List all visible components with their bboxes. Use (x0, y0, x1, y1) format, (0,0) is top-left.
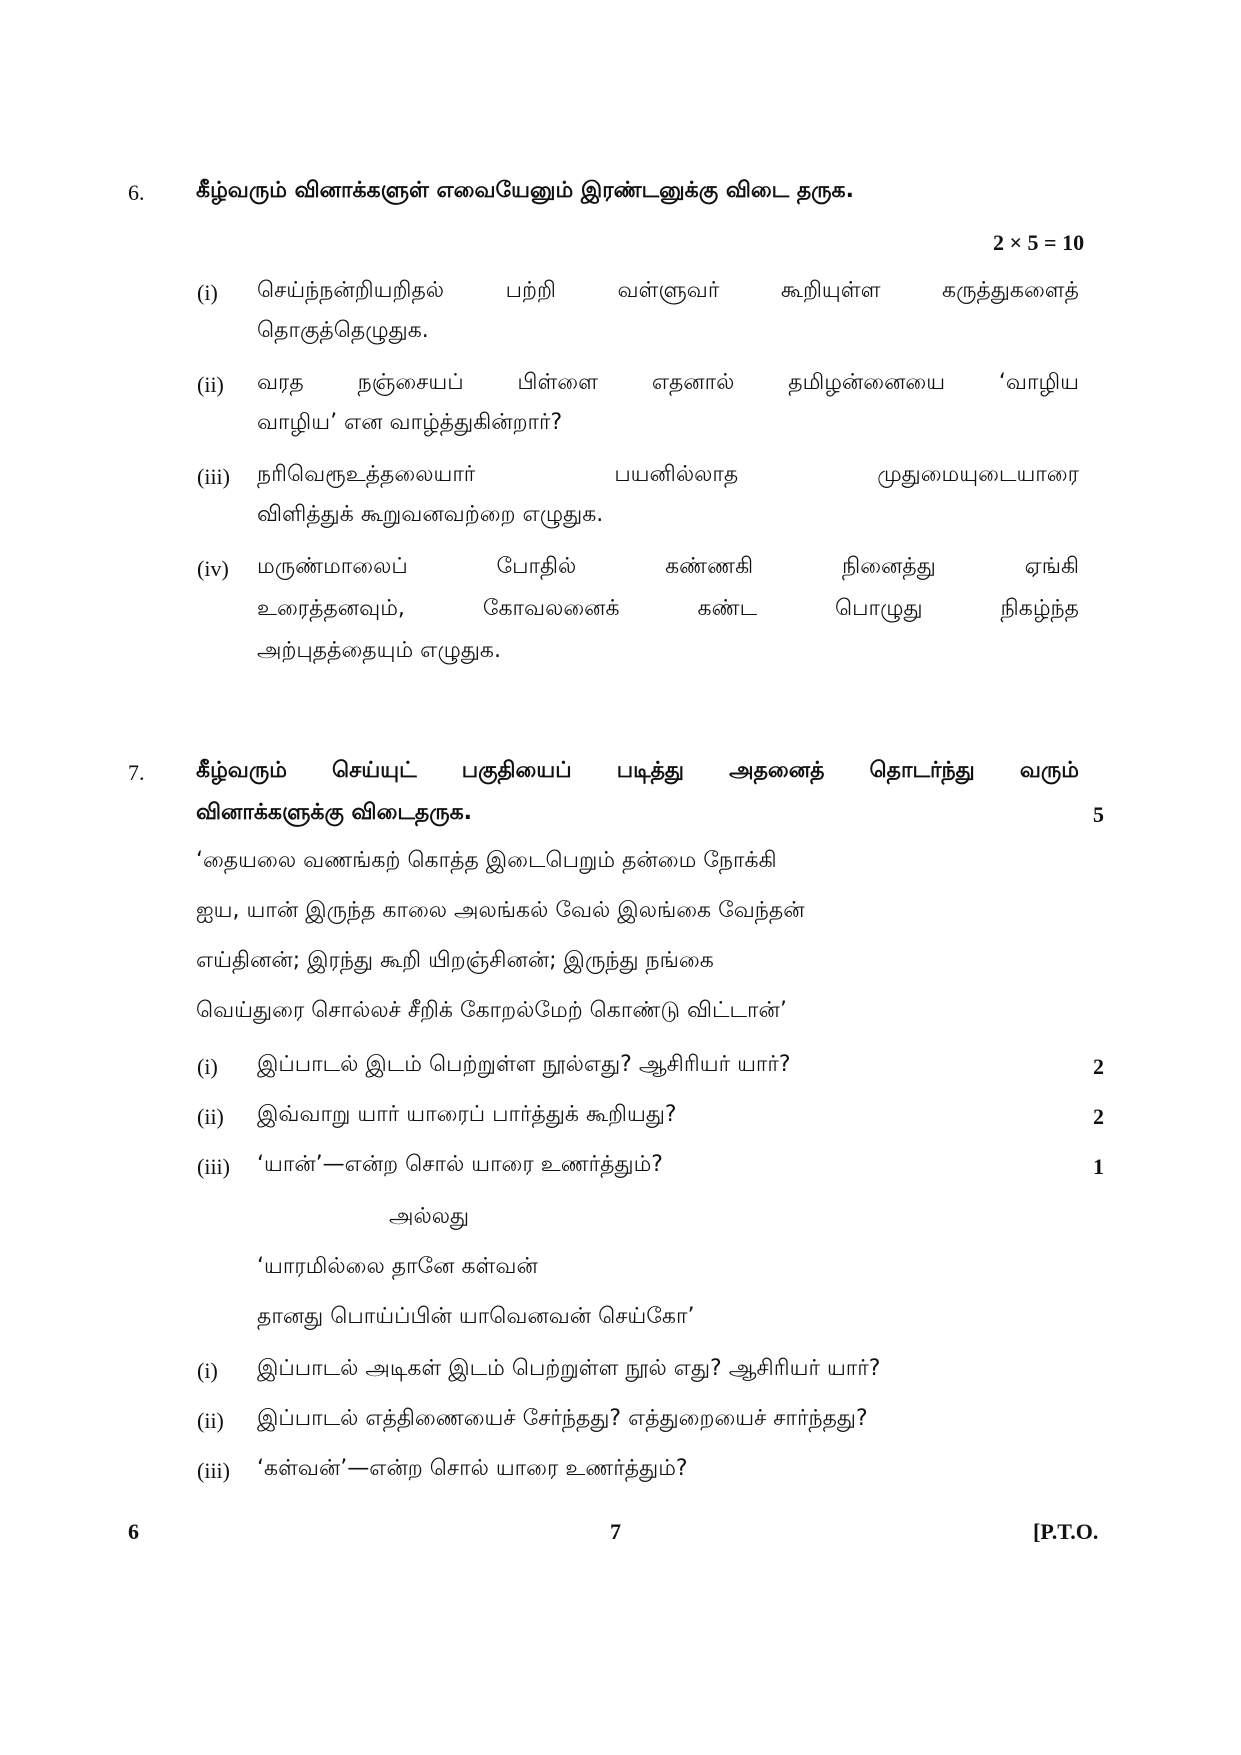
q7a-iii-label: (iii) (197, 1154, 230, 1179)
q6-iv-label: (iv) (197, 556, 229, 581)
q7a-iii-marks: 1 (1093, 1154, 1104, 1179)
q6-i-label: (i) (197, 280, 218, 305)
q7a-i-marks: 2 (1093, 1054, 1104, 1079)
poem2-line-1: ‘யாரமில்லை தானே கள்வன் (257, 1254, 538, 1279)
or-label: அல்லது (389, 1204, 470, 1229)
poem2-line-2: தானது பொய்ப்பின் யாவெனவன் செய்கோ’ (257, 1304, 695, 1329)
q6-iii-label: (iii) (197, 464, 230, 489)
q7b-i-label: (i) (197, 1358, 218, 1383)
q7a-ii-label: (ii) (197, 1104, 224, 1129)
q6-i-line2: தொகுத்தெழுதுக. (257, 318, 429, 343)
word: நினைத்து (842, 554, 936, 579)
q7-title-line2: வினாக்களுக்கு விடைதருக. (196, 800, 473, 825)
word: கீழ்வரும் (196, 758, 287, 783)
word: தமிழன்னையை (788, 370, 946, 395)
word: ‘வாழிய (998, 370, 1079, 395)
q7-number: 7. (128, 760, 145, 785)
q6-marks: 2 × 5 = 10 (993, 230, 1085, 255)
q6-iii-line1 (257, 462, 1079, 490)
q6-iv-line1 (257, 554, 1079, 582)
q6-title: கீழ்வரும் வினாக்களுள் எவையேனும் இரண்டனுக்கு விடை தருக. (196, 178, 854, 203)
word: நிகழ்ந்த (1000, 596, 1079, 621)
q6-iv-line2 (257, 596, 1079, 624)
poem-line-4: வெய்துரை சொல்லச் சீறிக் கோறல்மேற் கொண்டு விட்டான்’ (196, 998, 787, 1023)
word: பயனில்லாத (614, 462, 739, 487)
poem-line-3: எய்தினன்; இரந்து கூறி யிறஞ்சினன்; இருந்து நங்கை (196, 948, 714, 973)
word: கருத்துகளைத் (942, 278, 1079, 303)
word: போதில் (496, 554, 577, 579)
word: நஞ்சையப் (357, 370, 464, 395)
word: உரைத்தனவும், (257, 596, 405, 621)
q6-ii-line1 (257, 370, 1079, 398)
q7a-iii-text: ‘யான்’—என்ற சொல் யாரை உணர்த்தும்? (257, 1152, 663, 1177)
q7b-ii-label: (ii) (197, 1408, 224, 1433)
word: ஏங்கி (1024, 554, 1079, 579)
word: தொடர்ந்து (869, 758, 975, 783)
word: கண்ட (697, 596, 758, 621)
word: அதனைத் (729, 758, 825, 783)
q7-marks: 5 (1093, 802, 1104, 827)
word: பகுதியைப் (461, 758, 572, 783)
q6-number: 6. (128, 180, 145, 205)
word: எதனால் (651, 370, 735, 395)
word: கோவலனைக் (482, 596, 620, 621)
word: கூறியுள்ள (780, 278, 881, 303)
q6-ii-line2: வாழிய’ என வாழ்த்துகின்றார்? (257, 410, 563, 435)
word: பிள்ளை (517, 370, 598, 395)
q7-title-line1 (196, 758, 1079, 786)
poem-line-2: ஐய, யான் இருந்த காலை அலங்கல் வேல் இலங்கை வேந்தன் (196, 898, 805, 923)
q7b-iii-label: (iii) (197, 1458, 230, 1483)
pto-label: [P.T.O. (1033, 1519, 1099, 1544)
word: மருண்மாலைப் (257, 554, 408, 579)
word: வள்ளுவர் (617, 278, 720, 303)
word: கண்ணகி (665, 554, 754, 579)
word: நரிவெரூஉத்தலையார் (257, 462, 476, 487)
poem-line-1: ‘தையலை வணங்கற் கொத்த இடைபெறும் தன்மை நோக்கி (196, 848, 777, 873)
q6-i-line1 (257, 278, 1079, 306)
q7a-ii-text: இவ்வாறு யார் யாரைப் பார்த்துக் கூறியது? (257, 1102, 677, 1127)
q7b-ii-text: இப்பாடல் எத்திணையைச் சேர்ந்தது? எத்துறையைச் சார்ந்தது? (257, 1406, 868, 1431)
q7a-i-label: (i) (197, 1054, 218, 1079)
page-number: 7 (610, 1519, 621, 1544)
q6-iv-line3: அற்புதத்தையும் எழுதுக. (257, 638, 501, 663)
q7a-i-text: இப்பாடல் இடம் பெற்றுள்ள நூல்எது? ஆசிரியர் யார்? (257, 1052, 791, 1077)
word: பற்றி (505, 278, 556, 303)
word: பொழுது (835, 596, 923, 621)
word: செய்யுட் (332, 758, 417, 783)
q6-ii-label: (ii) (197, 372, 224, 397)
word: வரத (257, 370, 304, 395)
q7b-i-text: இப்பாடல் அடிகள் இடம் பெற்றுள்ள நூல் எது? ஆசிரியர் யார்? (257, 1356, 881, 1381)
q7a-ii-marks: 2 (1093, 1104, 1104, 1129)
word: முதுமையுடையாரை (877, 462, 1079, 487)
word: வரும் (1019, 758, 1079, 783)
word: படித்து (616, 758, 685, 783)
q6-iii-line2: விளித்துக் கூறுவனவற்றை எழுதுக. (257, 502, 604, 527)
footer-code: 6 (128, 1519, 139, 1544)
word: செய்ந்நன்றியறிதல் (257, 278, 445, 303)
q7b-iii-text: ‘கள்வன்’—என்ற சொல் யாரை உணர்த்தும்? (257, 1456, 688, 1481)
